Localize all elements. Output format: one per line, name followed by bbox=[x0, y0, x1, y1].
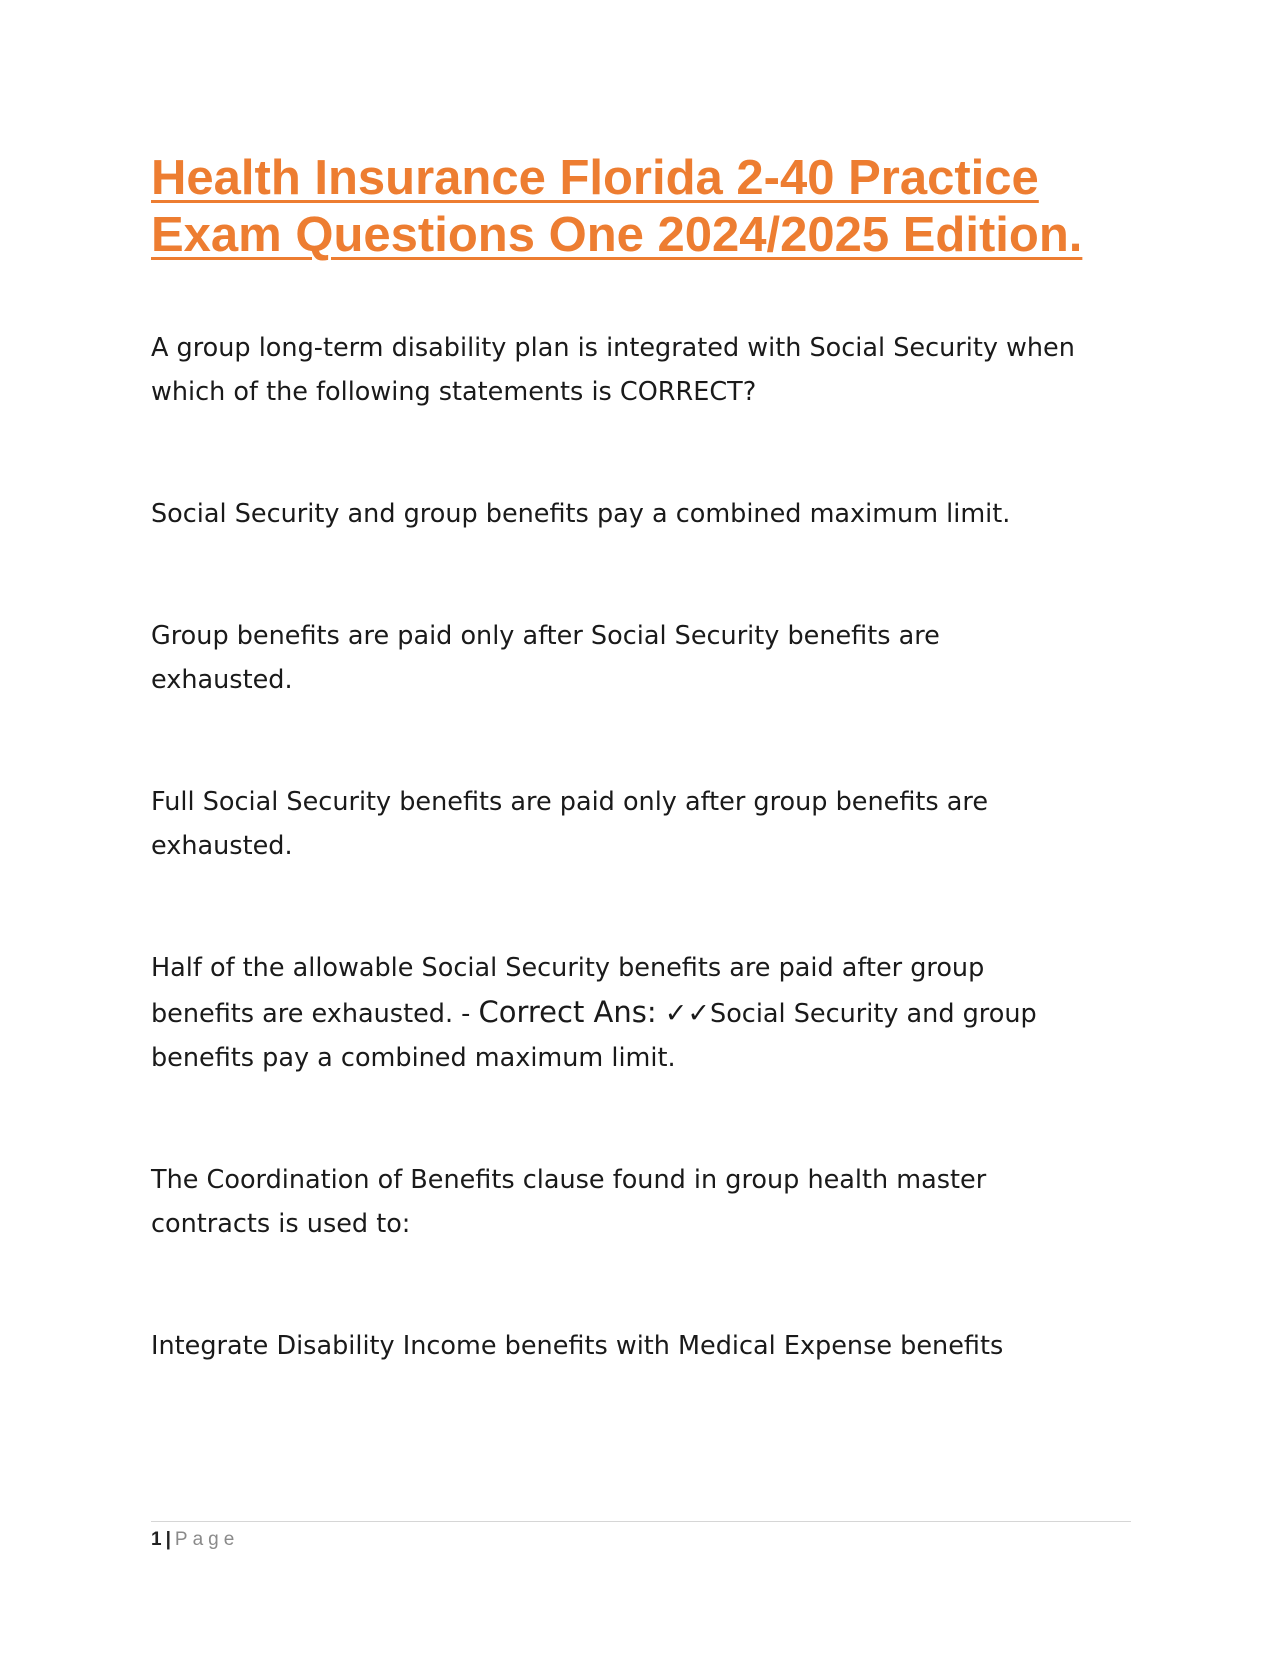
page-label: Page bbox=[174, 1529, 240, 1550]
option-1-text: Social Security and group benefits pay a combined maximum limit. bbox=[151, 499, 1011, 529]
title-line-1: Health Insurance Florida 2-40 Practice bbox=[151, 151, 1039, 205]
double-checkmark-icon: ✓✓ bbox=[664, 998, 711, 1029]
question-2 bbox=[151, 1158, 1141, 1246]
page-number: 1 bbox=[151, 1529, 162, 1550]
option-3-line-2: exhausted. bbox=[151, 831, 293, 861]
option-3 bbox=[151, 780, 1141, 868]
document-title bbox=[151, 150, 1151, 264]
question-2-line-1: The Coordination of Benefits clause found in group health master bbox=[151, 1165, 987, 1195]
title-line-2: Exam Questions One 2024/2025 Edition. bbox=[151, 208, 1083, 262]
option-3-line-1: Full Social Security benefits are paid only after group benefits are bbox=[151, 787, 989, 817]
correct-answer-text-start: Social Security and group bbox=[710, 999, 1037, 1029]
option-1 bbox=[151, 492, 1141, 536]
correct-answer-label: Correct Ans: bbox=[478, 995, 657, 1029]
document-body bbox=[151, 326, 1141, 1446]
option-4-with-answer bbox=[151, 946, 1141, 1080]
question-1-line-2: which of the following statements is CORRECT? bbox=[151, 377, 757, 407]
question-1 bbox=[151, 326, 1141, 414]
correct-answer-text-end: benefits pay a combined maximum limit. bbox=[151, 1043, 676, 1073]
option-4-line-1: Half of the allowable Social Security benefits are paid after group bbox=[151, 953, 985, 983]
option-4-line-2-start: benefits are exhausted. - bbox=[151, 999, 479, 1029]
question-2-option-1-text: Integrate Disability Income benefits with Medical Expense benefits bbox=[151, 1331, 1004, 1361]
question-2-option-1 bbox=[151, 1324, 1141, 1368]
option-4-line-2 bbox=[151, 990, 1141, 1036]
question-2-line-2: contracts is used to: bbox=[151, 1209, 411, 1239]
question-1-line-1: A group long-term disability plan is integrated with Social Security when bbox=[151, 333, 1075, 363]
option-2 bbox=[151, 614, 1141, 702]
footer-separator: | bbox=[165, 1529, 171, 1550]
page-footer bbox=[151, 1527, 239, 1553]
option-2-line-2: exhausted. bbox=[151, 665, 293, 695]
option-2-line-1: Group benefits are paid only after Social Security benefits are bbox=[151, 621, 940, 651]
footer-divider bbox=[151, 1521, 1131, 1522]
